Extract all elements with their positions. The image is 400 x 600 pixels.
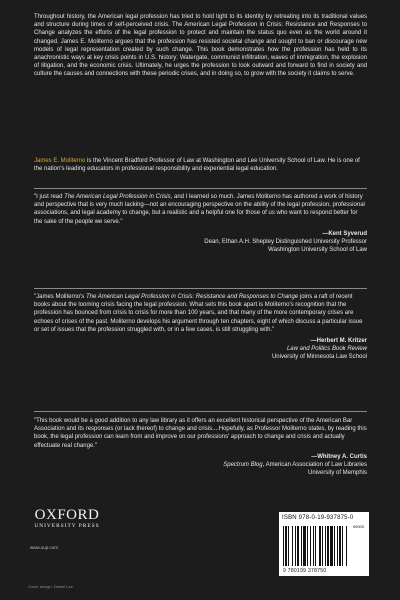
endorser-affiliation: University of Memphis: [307, 470, 367, 477]
endorser-affiliation: University of Minnesota Law School: [271, 354, 367, 361]
book-summary: [34, 13, 367, 79]
barcode-icon: [283, 526, 365, 566]
endorsement-text: "I just read The American Legal Profession in Crisis, and I learned so much. James Moliterno has authored a work of history and perspective that is very much lacking—not an encouraging perspective on the ability of the legal profession, professional associations, and legal academy to change, but a realistic and a helpful one for those of us who want to respond better for the sake of the people we serve.": [34, 194, 365, 225]
isbn-barcode-box: [279, 512, 369, 576]
isbn-label: ISBN 978-0-19-937875-0: [282, 515, 354, 521]
endorser-publication: Law and Politics Book Review: [286, 346, 367, 353]
publisher-url: www.oup.com: [30, 545, 59, 550]
publisher-name: OXFORD: [34, 507, 100, 523]
author-bio: [34, 157, 367, 173]
publisher-subtitle: UNIVERSITY PRESS: [34, 523, 100, 529]
endorser-publication: Spectrum Blog, American Association of Law Libraries: [223, 462, 367, 469]
endorser-name: —Kent Syverud: [322, 230, 367, 237]
endorsement-1: [34, 193, 367, 254]
endorser-affiliation: Washington University School of Law: [268, 247, 367, 254]
summary-text: Throughout history, the American legal profession has tried to hold tight to its identity by retreating into its traditional values and structure during times of self-perceived crisis. The American Legal Profession in Crisis: Resistance and Responses to Change analyzes the efforts of the legal profession to protect and maintain the status quo even as the world around it changed. James E. Moliterno argues that the profession has resisted societal change and sought to ban or discourage new models of legal representation created by such change. This book demonstrates how the profession has held to its anachronistic ways at key crisis points in U.S. history: Watergate, communist infiltration, waves of immigration, the explosion of litigation, and the economic crisis. Ultimately, he urges the profession to look outward and forward to find in society and culture the causes and connections with these periodic crises, and in doing so, to grow with the society it claims to serve.: [34, 14, 367, 78]
divider: [34, 411, 367, 412]
publisher-logo: [28, 507, 106, 530]
endorsement-text: "James Moliterno's The American Legal Profession in Crisis: Resistance and Responses to Change joins a raft of recent books about the looming crisis facing the legal profession. What sets this book apart is Moliterno's recognition that the profession has bounced from crisis to crisis for more than 100 years, and that many of the more contemporary crises are echoes of crises of the past. Moliterno develops his argument through ten chapters, eight of which discuss a particular issue or set of issues that the profession struggled with, or in a few cases, is still struggling with.": [34, 294, 363, 333]
endorsement-3: [34, 417, 367, 477]
endorsement-2: [34, 293, 367, 362]
endorser-name: —Whitney A. Curtis: [311, 453, 367, 460]
cover-design-credit: Cover design: Daniel Lee: [28, 584, 73, 589]
divider: [34, 188, 367, 189]
author-name: James E. Moliterno: [34, 158, 86, 164]
endorser-title: Dean, Ethan A.H. Shepley Distinguished University Professor: [204, 239, 367, 246]
endorsement-text: "This book would be a good addition to any law library as it offers an excellent historical perspective of the American Bar Association and its responses (or lack thereof) to change and crisis....Hopefully, as Professor Moliterno states, by reading this book, the legal profession can learn from and improve on our professions' approach to change and crisis and actually effectuate real change.": [34, 418, 367, 449]
divider: [34, 288, 367, 289]
price-code: 90000: [352, 524, 364, 529]
barcode-digits: 9 780199 378750: [283, 568, 327, 574]
endorser-name: —Herbert M. Kritzer: [310, 338, 367, 345]
author-bio-text: is the Vincent Bradford Professor of Law at Washington and Lee University School of Law. He is one of the nation's leading educators in professional responsibility and experiential legal education.: [34, 158, 360, 173]
